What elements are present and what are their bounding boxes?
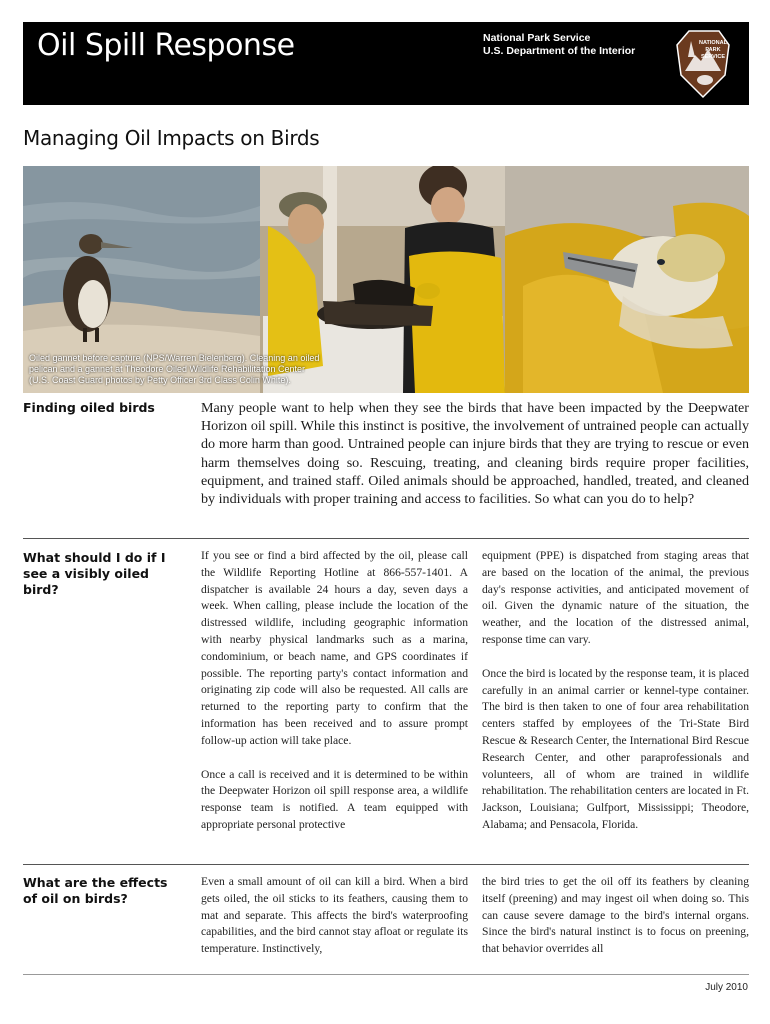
department-name: U.S. Department of the Interior [483,45,636,57]
footer-date: July 2010 [705,982,748,993]
nps-arrowhead-logo [675,27,731,100]
header-bar [23,22,749,105]
section-divider [23,864,749,865]
section-heading-effects: What are the effects of oil on birds? [23,875,168,906]
body-paragraph: Even a small amount of oil can kill a bird. When a bird gets oiled, the oil sticks to its feathers, causing them to mat and separate. This affects the bird's waterproofing capabilities, and the bird cannot stay afloat or regulate its temperature. Instinctively, [201,875,468,956]
body-paragraph: Once a call is received and it is determined to be within the Deepwater Horizon oil spill response area, a wildlife response team is notified. A team equipped with appropriate personal protective [201,767,468,831]
document-title: Oil Spill Response [37,28,295,63]
body-paragraph: equipment (PPE) is dispatched from staging areas that are based on the location of the animal, the previous day's response activities, and anticipated movement of oil. Given the dynamic nature of the situation, the weather, and the location of the distressed animal, response time can vary. [482,549,749,646]
effects-column-2 [482,874,749,975]
intro-paragraph: Many people want to help when they see the birds that have been impacted by the Deepwater Horizon oil spill. While this instinct is positive, the involvement of untrained people can actually do more harm than good. Untrained people can injure birds that they are trying to rescue or even harm themselves doing so. Rescuing, treating, and cleaning birds require proper facilities, equipment, and trained staff. Oiled animals should be approached, handled, treated, and cleaned by individuals with proper training and access to facilities. So what can you do to help? [201,400,749,508]
photo-strip [23,166,749,393]
agency-block [483,32,635,58]
section-heading-finding: Finding oiled birds [23,400,155,415]
section-divider [23,538,749,539]
what-to-do-column-1 [201,548,468,851]
logo-text-national: NATIONAL [698,40,728,46]
effects-column-1 [201,874,468,975]
body-paragraph: If you see or find a bird affected by the oil, please call the Wildlife Reporting Hotline at 866-557-1401. A dispatcher is available 24 hours a day, seven days a week. When calling, please include the location of the distressed wildlife, including geographic information with nearby physical landmarks such as a marina, condominium, or beach name, and GPS coordinates if possible. The reporting party's contact information and originating zip code will also be requested. All calls are returned to the reporting party to confirm that the information has been received and to assure prompt follow-up action will take place. [201,549,468,747]
logo-text-service: SERVICE [700,54,726,60]
caption-line: Oiled gannet before capture (NPS/Warren Bielenberg). Cleaning an oiled [29,353,320,363]
photo-caption [29,353,389,386]
body-paragraph: Once the bird is located by the response team, it is placed carefully in an animal carrier or kennel-type container. The bird is then taken to one of four area rehabilitation centers staffed by employees of the Tri-State Bird Rescue & Research Center, the International Bird Rescue Research Center, and other paraprofessionals and volunteers, all of whom are trained in wildlife rehabilitation. The rehabilitation centers are located in Ft. Jackson, Louisiana; Gulfport, Mississippi; Theodore, Alabama; and Pensacola, Florida. [482,666,749,831]
caption-line: (U.S. Coast Guard photos by Petty Officer 3rd Class Colin White). [29,375,291,385]
section-heading-what-to-do: What should I do if I see a visibly oiled bird? [23,550,166,597]
body-paragraph: the bird tries to get the oil off its feathers by cleaning itself (preening) and may ingest oil when doing so. This can cause severe damage to the bird's internal organs. Since the bird's natural instinct is to focus on preening, that behavior overrides all [482,875,749,956]
photo-gannet-closeup [505,166,749,393]
agency-name: National Park Service [483,32,591,44]
logo-text-park: PARK [705,47,721,53]
what-to-do-column-2 [482,548,749,851]
page-title: Managing Oil Impacts on Birds [23,126,320,150]
footer-divider [23,974,749,975]
caption-line: pelican and a gannet at Theodore Oiled Wildlife Rehabilitation Center [29,364,306,374]
